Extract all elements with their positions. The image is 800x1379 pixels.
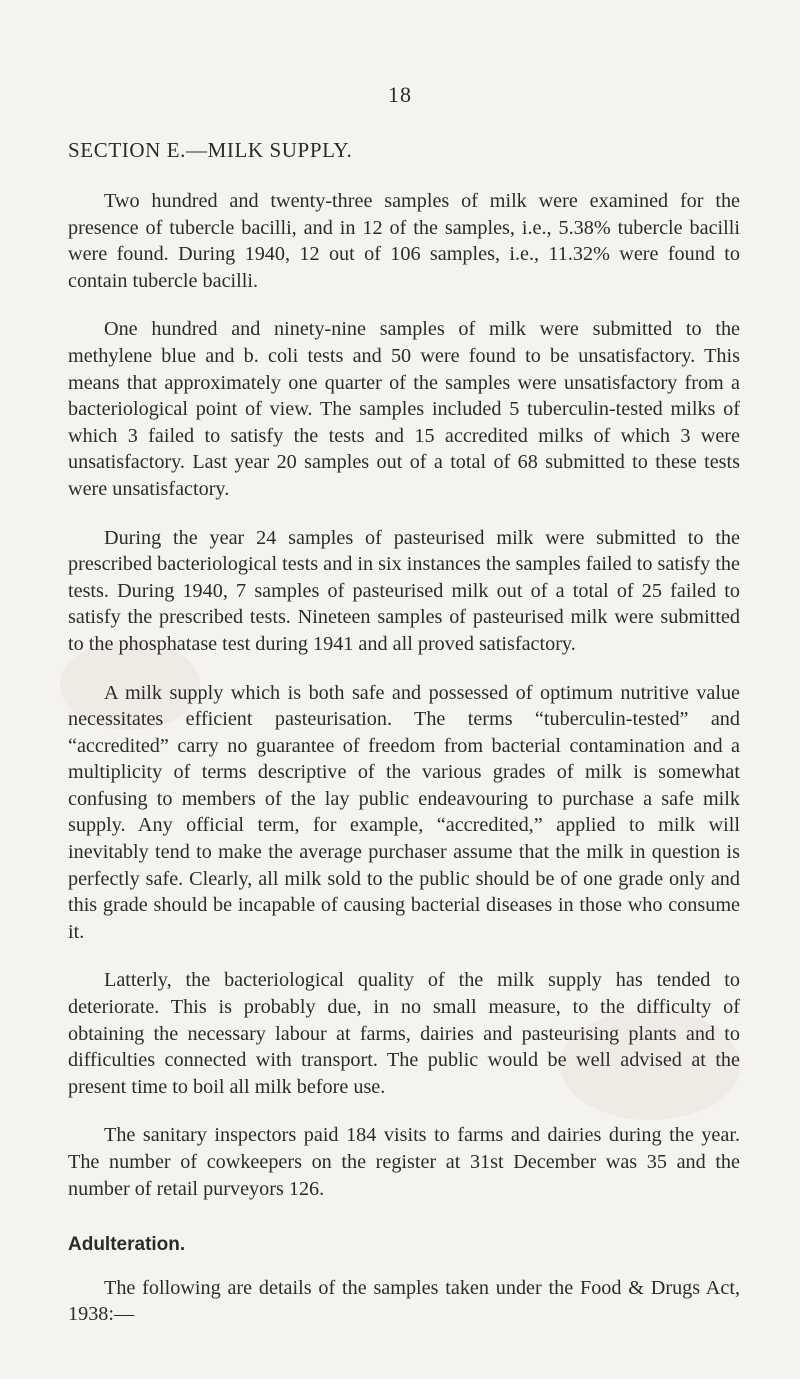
body-text — [68, 188, 740, 1328]
paragraph-methylene-blue-tests: One hundred and ninety-nine samples of milk were submitted to the methylene blue and b. coli tests and 50 were found to be unsatisfactory. This means that approximately one quarter of the samples were unsatisfactory from a bacteriological point of view. The samples included 5 tuberculin-tested milks of which 3 failed to satisfy the tests and 15 accredited milks of which 3 were unsatisfactory. Last year 20 samples out of a total of 68 submitted to these tests were unsatisfactory. — [68, 318, 740, 500]
paragraph-safe-milk-supply: A milk supply which is both safe and possessed of optimum nutritive value necessitates efficient pasteurisation. The terms “tuberculin-tested” and “accredited” carry no guarantee of freedom from bacterial contamination and a multiplicity of terms descriptive of the various grades of milk is somewhat confusing to members of the lay public endeavouring to purchase a safe milk supply. Any official term, for example, “accredited,” applied to milk will inevitably tend to make the average purchaser assume that the milk in question is perfectly safe. Clearly, all milk sold to the public should be of one grade only and this grade should be incapable of causing bacterial diseases in those who consume it. — [68, 681, 740, 943]
paragraph-sanitary-inspectors: The sanitary inspectors paid 184 visits to farms and dairies during the year. The number of cowkeepers on the register at 31st December was 35 and the number of retail purveyors 126. — [68, 1124, 740, 1200]
paragraph-food-drugs-act: The following are details of the samples taken under the Food & Drugs Act, 1938:— — [68, 1276, 740, 1326]
paragraph-bacteriological-quality: Latterly, the bacteriological quality of the milk supply has tended to deteriorate. This is probably due, in no small measure, to the difficulty of obtaining the necessary labour at farms, dairies and pasteurising plants and to difficulties connected with transport. The public would be well advised at the present time to boil all milk before use. — [68, 969, 740, 1098]
paragraph-pasteurised-milk: During the year 24 samples of pasteurised milk were submitted to the prescribed bacteriological tests and in six instances the samples failed to satisfy the tests. During 1940, 7 samples of pasteurised milk out of a total of 25 failed to satisfy the prescribed tests. Nineteen samples of pasteurised milk were submitted to the phosphatase test during 1941 and all proved satisfactory. — [68, 526, 740, 655]
subheading-adulteration: Adulteration. — [68, 1234, 186, 1256]
paragraph-tubercle-bacilli: Two hundred and twenty-three samples of milk were examined for the presence of tubercle bacilli, and in 12 of the samples, i.e., 5.38% tubercle bacilli were found. During 1940, 12 out of 106 samples, i.e., 11.32% were found to contain tubercle bacilli. — [68, 190, 740, 292]
page-number: 18 — [388, 82, 412, 107]
section-title: SECTION E.—MILK SUPPLY. — [68, 138, 353, 162]
